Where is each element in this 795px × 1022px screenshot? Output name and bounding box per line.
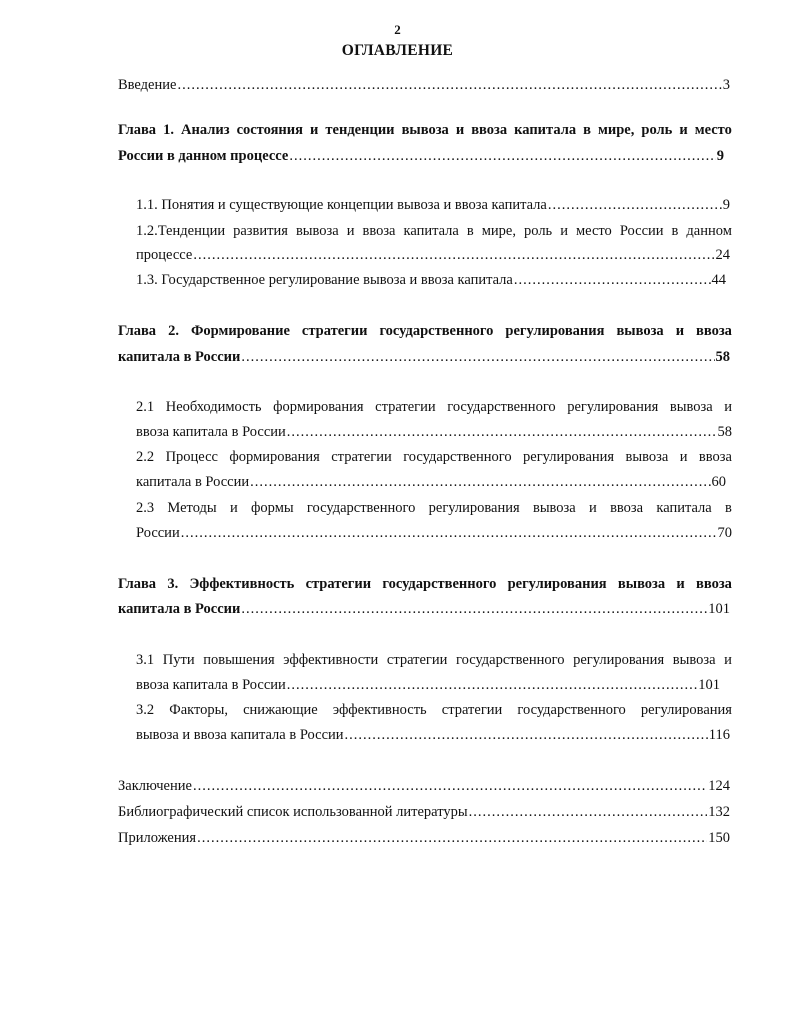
word: Факторы, [169,702,228,718]
word: ввоза [471,122,508,138]
word: регулирования [640,702,732,718]
toc-entry-conclusion [118,777,730,795]
word: 3. [167,576,179,592]
word: вывоза [295,223,339,239]
word: 3.2 [136,702,155,718]
dot-leader [250,473,710,491]
word: регулирования [573,652,665,668]
word: Анализ [181,122,230,138]
word: государственного [306,500,416,516]
word: Глава [118,323,157,339]
dot-leader [197,829,707,847]
entry-text: 1.1. Понятия и существующие концепции вывоза и ввоза капитала [136,197,547,213]
word: эффективности [283,652,379,668]
toc-entry-3-2-line1 [136,701,732,719]
dot-leader [548,196,722,214]
toc-entry-1-2-line1 [136,222,732,240]
word: государственного [379,323,494,339]
word: вывоза [617,576,666,592]
word: 2.1 [136,399,155,415]
chapter-2-title-line2 [118,348,730,366]
word: регулирования [507,576,607,592]
chapter-3-title-line1 [118,575,732,593]
chapter-1-title-line2 [118,147,724,165]
toc-entry-2-2-line2 [136,473,726,491]
word: и [724,399,732,415]
entry-text: 1.3. Государственное регулирование вывоза и ввоза капитала [136,272,513,288]
word: ввоза [362,223,396,239]
entry-page: 101 [698,677,720,693]
entry-text: Заключение [118,778,192,794]
word: тенденции [325,122,395,138]
toc-entry-3-1-line2 [136,676,720,694]
word: в [671,223,679,239]
word: регулирования [567,399,659,415]
toc-entry-2-1-line1 [136,398,732,416]
word: ввоза [698,449,732,465]
word: формирования [273,399,364,415]
toc-entry-3-1-line1 [136,651,732,669]
dot-leader [287,676,697,694]
word: вывоза [672,652,716,668]
chapter-3-title-line2 [118,600,730,618]
chapter-2-title-line1 [118,322,732,340]
word: вывоза [669,399,713,415]
word: государственного [456,652,565,668]
word: формирования [229,449,320,465]
word: и [679,449,688,465]
word: 3.1 [136,652,155,668]
word: Пути [162,652,195,668]
toc-title: ОГЛАВЛЕНИЕ [341,42,454,59]
word: Эффективность [189,576,295,592]
entry-page: 24 [715,247,730,263]
word: Необходимость [165,399,262,415]
word: ввоза [696,576,732,592]
toc-entry-appendices [118,829,730,847]
word: Глава [118,122,157,138]
word: государственного [403,449,512,465]
word: и [455,122,465,138]
entry-page: 58 [717,424,732,440]
word: и [675,323,685,339]
entry-text: России [136,525,180,541]
toc-entry-1-1 [136,196,730,214]
entry-page: 3 [722,77,730,93]
word: место [575,223,612,239]
word: ввоза [610,500,644,516]
entry-text: процессе [136,247,193,263]
entry-text: Библиографический список использованной литературы [118,804,468,820]
word: повышения [203,652,275,668]
word: мире, [598,122,635,138]
word: снижающие [243,702,318,718]
word: роль [524,223,553,239]
word: в [583,122,591,138]
word: мире, [481,223,516,239]
word: стратегии [386,652,448,668]
dot-leader [345,726,708,744]
word: 2.2 [136,449,155,465]
dot-leader [287,423,717,441]
word: состояния [236,122,303,138]
word: стратегии [301,323,368,339]
entry-text: Введение [118,77,177,93]
toc-entry-3-2-line2 [136,726,730,744]
word: стратегии [375,399,436,415]
word: вывоза [401,122,449,138]
word: 1.2.Тенденции [136,223,226,239]
word: и [589,500,597,516]
word: эффективность [332,702,427,718]
dot-leader [469,803,708,821]
entry-text: вывоза и ввоза капитала в России [136,727,344,743]
word: государственного [517,702,626,718]
word: капитала [514,122,577,138]
word: регулирования [505,323,605,339]
dot-leader [289,147,715,165]
word: и [560,223,568,239]
word: и [724,652,732,668]
word: и [310,122,319,138]
word: в [725,500,732,516]
entry-page: 70 [717,525,732,541]
entry-text: России в данном процессе [118,148,289,164]
dot-leader [181,524,717,542]
word: стратегии [305,576,372,592]
word: роль [641,122,673,138]
word: данном [686,223,732,239]
word: 2. [168,323,179,339]
entry-page: 9 [722,197,730,213]
dot-leader [514,271,711,289]
toc-entry-bibliography [118,803,730,821]
word: капитала [403,223,459,239]
entry-page: 124 [708,778,730,794]
word: и [346,223,355,239]
word: стратегии [331,449,392,465]
entry-page: 101 [708,601,730,617]
toc-entry-intro [118,76,730,94]
entry-text: капитала в России [136,474,250,490]
dot-leader [241,600,707,618]
entry-text: ввоза капитала в России [136,677,286,693]
dot-leader [193,246,714,264]
word: формы [251,500,294,516]
word: 1. [163,122,174,138]
entry-page: 60 [711,474,726,490]
toc-entry-2-2-line1 [136,448,732,466]
word: регулирования [523,449,615,465]
word: 2.3 [136,500,155,516]
entry-page: 116 [708,727,730,743]
word: в [466,223,474,239]
dot-leader [241,348,714,366]
entry-text: капитала в России [118,349,241,365]
word: стратегии [441,702,503,718]
toc-entry-2-3-line2 [136,524,732,542]
word: развития [233,223,288,239]
word: Процесс [165,449,218,465]
word: Методы [167,500,217,516]
word: Формирование [190,323,290,339]
word: Глава [118,576,157,592]
word: вывоза [616,323,664,339]
word: и [676,576,685,592]
entry-text: ввоза капитала в России [136,424,286,440]
page-number: 2 [394,22,401,37]
dot-leader [177,76,721,94]
word: государственного [382,576,497,592]
entry-text: капитала в России [118,601,241,617]
toc-entry-1-3 [136,271,726,289]
chapter-1-title-line1 [118,121,732,139]
entry-page: 44 [711,272,726,288]
entry-page: 150 [708,830,730,846]
toc-entry-1-2-line2 [136,246,730,264]
entry-text: Приложения [118,830,197,846]
word: вывоза [625,449,669,465]
word: и [679,122,688,138]
word: вывоза [532,500,576,516]
word: России [619,223,664,239]
entry-page: 9 [716,148,724,164]
word: капитала [656,500,712,516]
word: ввоза [696,323,732,339]
entry-page: 58 [715,349,730,365]
entry-page: 132 [708,804,730,820]
dot-leader [193,777,707,795]
word: государственного [447,399,556,415]
toc-entry-2-1-line2 [136,423,732,441]
toc-entry-2-3-line1 [136,499,732,517]
word: и [229,500,238,516]
word: место [694,122,732,138]
word: регулирования [428,500,520,516]
